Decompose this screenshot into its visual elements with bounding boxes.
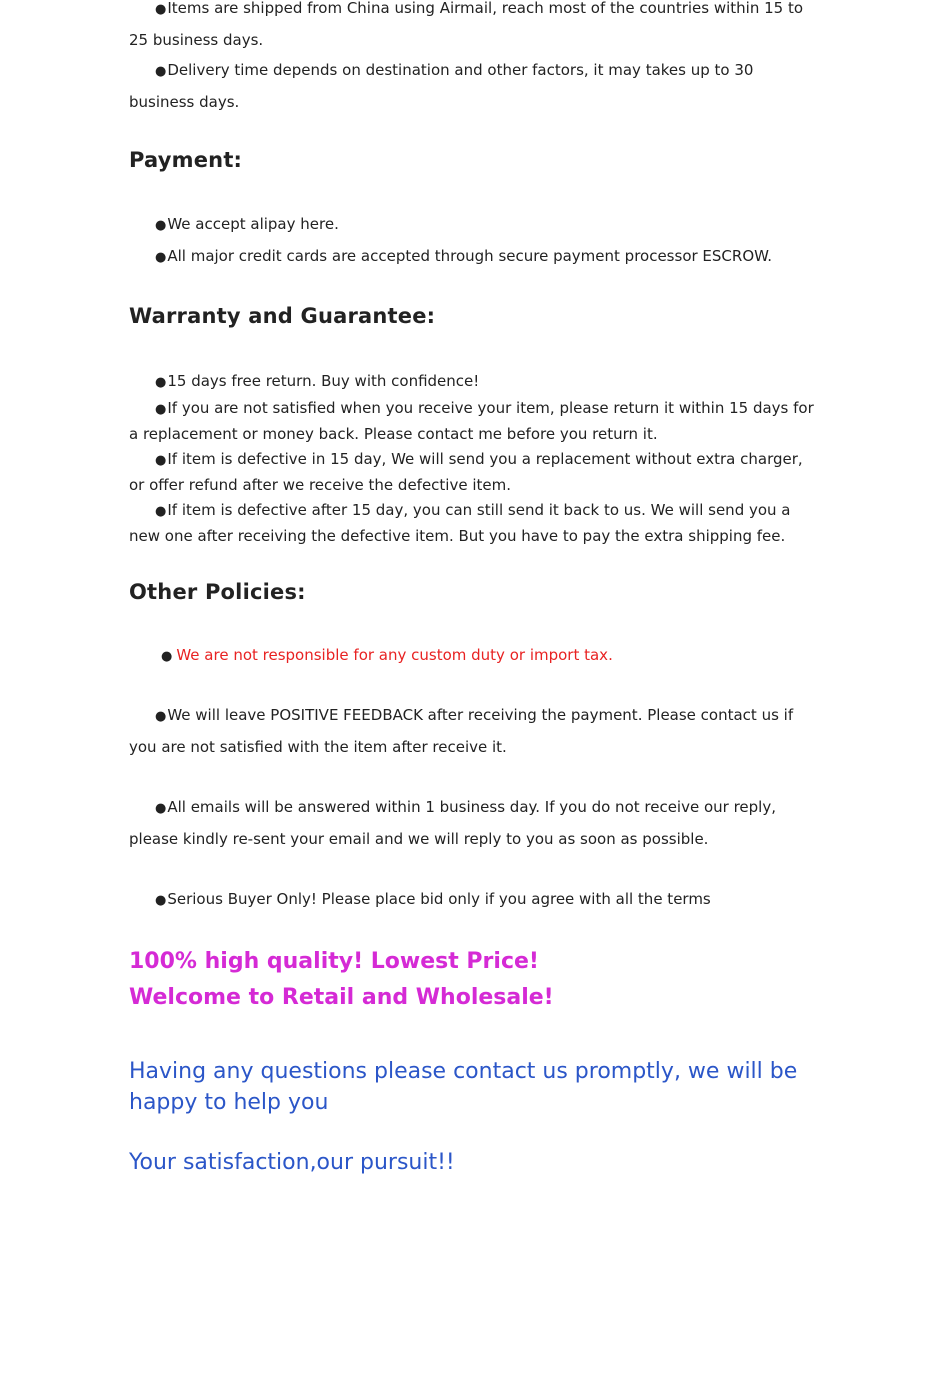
bullet-dot: ● (155, 503, 167, 519)
bullet-text: Items are shipped from China using Airmail, reach most of the countries within 15 to 25 business days. (129, 0, 804, 49)
bullet-item-payment-alipay (129, 209, 821, 241)
bullet-dot: ● (155, 892, 167, 908)
promo-line-welcome: Welcome to Retail and Wholesale! (129, 984, 554, 1010)
bullet-text: All major credit cards are accepted through secure payment processor ESCROW. (167, 247, 773, 265)
bullet-dot: ● (155, 708, 167, 724)
bullet-item-serious-buyer (129, 884, 821, 916)
bullet-item-warranty-defective-after-15 (129, 498, 821, 549)
bullet-item-warranty-free-return (129, 369, 821, 396)
bullet-text: If item is defective in 15 day, We will send you a replacement without extra charger, or offer refund after we receive the defective item. (129, 449, 803, 494)
bullet-dot: ● (155, 401, 167, 417)
bullet-dot: ● (155, 2, 167, 17)
bullet-item-warranty-defective-in-15 (129, 447, 821, 498)
contact-slogan: Your satisfaction,our pursuit!! (129, 1149, 455, 1175)
bullet-text: We accept alipay here. (167, 215, 339, 233)
bullet-text: If you are not satisfied when you receive your item, please return it within 15 days for a replacement or money back. Please contact me before you return it. (129, 398, 814, 443)
bullet-dot: ● (155, 64, 167, 79)
promo-section (129, 944, 821, 1016)
bullet-item-warranty-not-satisfied (129, 396, 821, 447)
bullet-text: Delivery time depends on destination and other factors, it may takes up to 30 business days. (129, 61, 754, 111)
other-policies-section (129, 579, 821, 916)
contact-section (129, 1056, 821, 1178)
bullet-dot: ● (155, 250, 167, 265)
warranty-heading: Warranty and Guarantee: (129, 304, 436, 328)
bullet-item-payment-credit-cards (129, 241, 821, 273)
payment-section (129, 147, 821, 273)
bullet-text: Serious Buyer Only! Please place bid only if you agree with all the terms (167, 889, 711, 908)
bullet-item-shipping-airmail (129, 0, 821, 55)
bullet-text: 15 days free return. Buy with confidence! (167, 372, 480, 390)
shipping-section (129, 0, 821, 117)
bullet-text: If item is defective after 15 day, you can still send it back to us. We will send you a new one after receiving the defective item. But you have to pay the extra shipping fee. (129, 500, 791, 545)
bullet-text: All emails will be answered within 1 business day. If you do not receive our reply, please kindly re-sent your email and we will reply to you as soon as possible. (129, 797, 776, 848)
customs-notice-text: We are not responsible for any custom duty or import tax. (176, 645, 613, 664)
bullet-text: We will leave POSITIVE FEEDBACK after receiving the payment. Please contact us if you are not satisfied with the item after receive it. (129, 705, 794, 756)
other-policies-heading: Other Policies: (129, 579, 306, 604)
bullet-item-positive-feedback (129, 700, 821, 762)
contact-message: Having any questions please contact us promptly, we will be happy to help you (129, 1058, 798, 1115)
bullet-dot: ● (161, 648, 173, 664)
bullet-dot: ● (155, 375, 167, 390)
warranty-section (129, 303, 821, 549)
promo-line-quality: 100% high quality! Lowest Price! (129, 948, 539, 974)
customs-notice (129, 640, 821, 672)
bullet-dot: ● (155, 218, 167, 233)
bullet-item-emails-answered (129, 792, 821, 854)
bullet-dot: ● (155, 452, 167, 468)
payment-heading: Payment: (129, 148, 243, 172)
bullet-item-shipping-delivery-time (129, 55, 821, 117)
bullet-dot: ● (155, 800, 167, 816)
